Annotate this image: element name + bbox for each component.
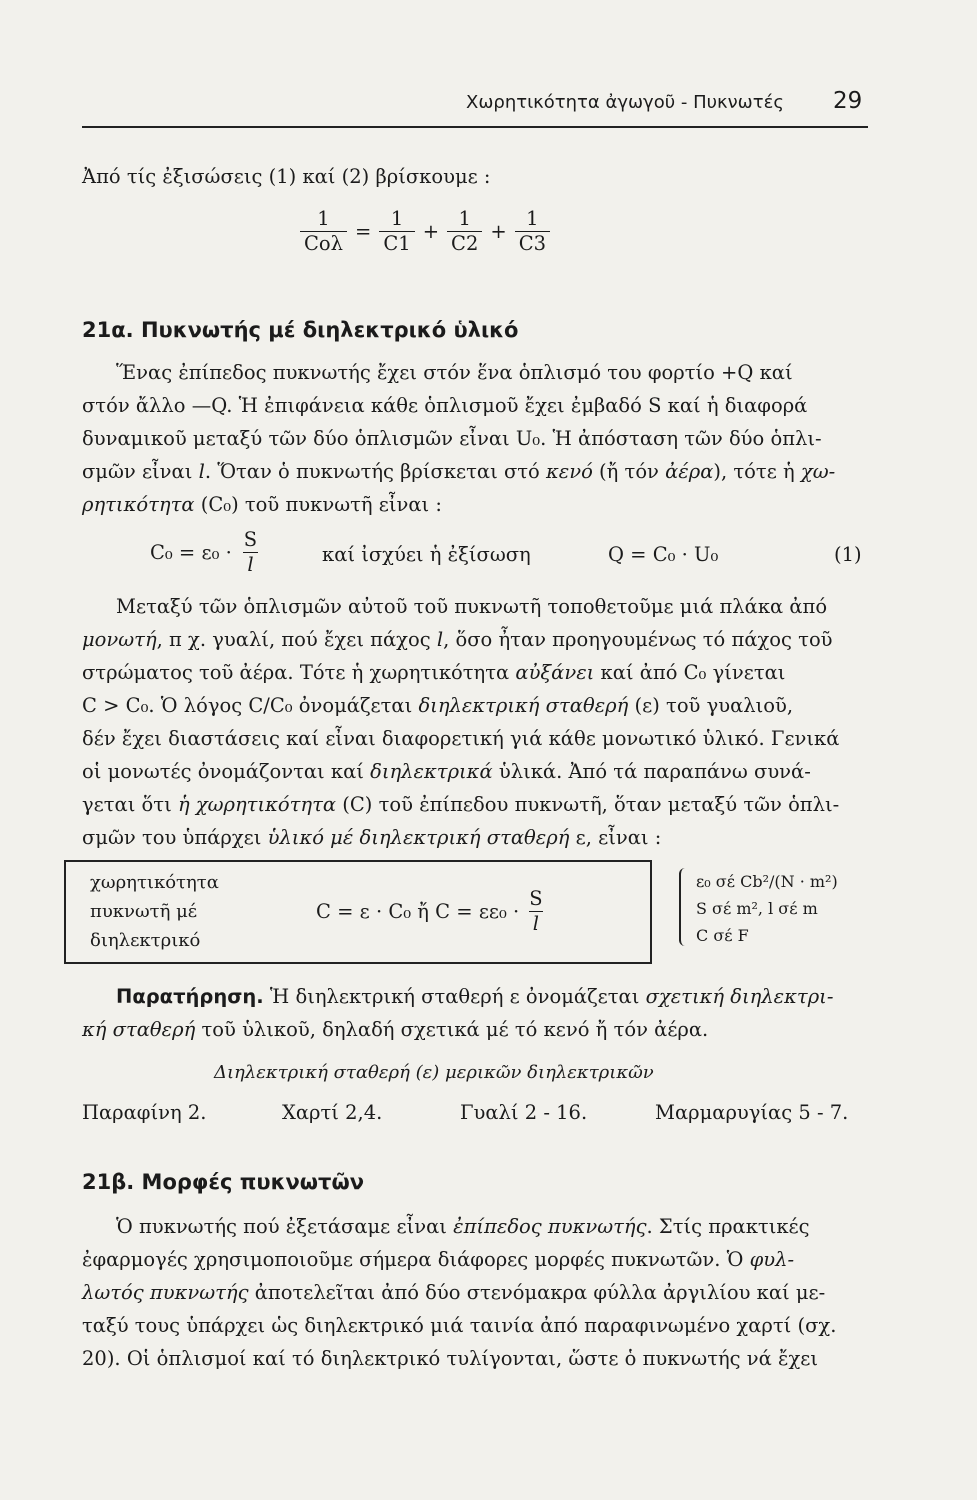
text-line: Ὁ πυκνωτής πού ἐξετάσαμε εἶναι ἐπίπεδος πυκνωτής. Στίς πρακτικές [116, 1215, 810, 1238]
fraction-s-over-l: $\frac{S}{l}$ [529, 887, 543, 935]
fraction-c1: $\frac{1}{C1}$ [379, 207, 414, 256]
text-line: 20). Οἱ ὁπλισμοί καί τό διηλεκτρικό τυλίγονται, ὥστε ὁ πυκνωτής νά ἔχει [82, 1347, 819, 1370]
text-line: ἐφαρμογές χρησιμοποιοῦμε σήμερα διάφορες μορφές πυκνωτῶν. Ὁ φυλ- [82, 1248, 795, 1271]
note-label: Παρατήρηση. [116, 985, 264, 1008]
text-line: γεται ὅτι ἡ χωρητικότητα (C) τοῦ ἐπίπεδου πυκνωτῆ, ὅταν μεταξύ τῶν ὁπλι- [82, 793, 840, 816]
equation-series-capacitance [300, 207, 550, 256]
text-line: πυκνωτῆ μέ [90, 901, 198, 922]
equation-1-middle-text: καί ἰσχύει ἡ ἐξίσωση [322, 543, 531, 566]
equation-1: C₀ = ε₀ · $\frac{S}{l}$ [150, 528, 261, 577]
constant-paraffin: Παραφίνη 2. [82, 1101, 207, 1124]
fraction-c3: $\frac{1}{C3}$ [515, 207, 550, 256]
text-line: λωτός πυκνωτής ἀποτελεῖται ἀπό δύο στενόμακρα φύλλα ἀργιλίου καί με- [82, 1281, 826, 1304]
text-line: δέν ἔχει διαστάσεις καί εἶναι διαφορετική γιά κάθε μονωτικό ὑλικό. Γενικά [82, 727, 840, 750]
text-line: μονωτή, π χ. γυαλί, πού ἔχει πάχος l, ὅσο ἦταν προηγουμένως τό πάχος τοῦ [82, 628, 833, 651]
unit-line: ε₀ σέ Cb²/(N · m²) [696, 872, 838, 891]
fraction-c2: $\frac{1}{C2}$ [447, 207, 482, 256]
equation-1-label: (1) [834, 543, 862, 566]
text-line: Μεταξύ τῶν ὁπλισμῶν αὐτοῦ τοῦ πυκνωτῆ τοποθετοῦμε μιά πλάκα ἀπό [116, 595, 828, 618]
header-rule [82, 126, 868, 128]
constant-paper: Χαρτί 2,4. [282, 1101, 383, 1124]
constants-title: Διηλεκτρική σταθερή (ε) μερικῶν διηλεκτρικῶν [214, 1062, 654, 1083]
text-line: ρητικότητα (C₀) τοῦ πυκνωτῆ εἶναι : [82, 493, 442, 516]
section-heading-21a: 21α. Πυκνωτής μέ διηλεκτρικό ὑλικό [82, 318, 519, 342]
plus-sign: + [422, 220, 440, 243]
paragraph-dielectric-intro [82, 356, 835, 521]
equals-sign: = [355, 220, 372, 243]
text-line: στρώματος τοῦ ἀέρα. Τότε ἡ χωρητικότητα αὐξάνει καί ἀπό C₀ γίνεται [82, 661, 786, 684]
constant-mica: Μαρμαρυγίας 5 - 7. [655, 1101, 849, 1124]
text-line: σμῶν εἶναι l. Ὅταν ὁ πυκνωτής βρίσκεται στό κενό (ἤ τόν ἀέρα), τότε ἡ χω- [82, 460, 836, 483]
formula-box-label [90, 868, 219, 955]
text-line: οἱ μονωτές ὀνομάζονται καί διηλεκτρικά ὑλικά. Ἀπό τά παραπάνω συνά- [82, 760, 811, 783]
text-line: κή σταθερή τοῦ ὑλικοῦ, δηλαδή σχετικά μέ τό κενό ἤ τόν ἀέρα. [82, 1018, 709, 1041]
equation-1-rhs: Q = C₀ · U₀ [608, 543, 719, 566]
text-line: Ἕνας ἐπίπεδος πυκνωτής ἔχει στόν ἕνα ὁπλισμό του φορτίο +Q καί [116, 361, 793, 384]
text-line: δυναμικοῦ μεταξύ τῶν δύο ὁπλισμῶν εἶναι U₀. Ἡ ἀπόσταση τῶν δύο ὁπλι- [82, 427, 822, 450]
running-title: Χωρητικότητα ἀγωγοῦ - Πυκνωτές [466, 92, 784, 113]
section-heading-21b: 21β. Μορφές πυκνωτῶν [82, 1170, 365, 1194]
plus-sign: + [490, 220, 507, 243]
text-line: στόν ἄλλο —Q. Ἡ ἐπιφάνεια κάθε ὁπλισμοῦ ἔχει ἐμβαδό S καί ἡ διαφορά [82, 394, 808, 417]
paragraph-capacitor-forms [82, 1210, 836, 1375]
note-paragraph [82, 980, 833, 1046]
fraction-total: $\frac{1}{\text{Cολ}}$ [300, 207, 347, 256]
text-line: χωρητικότητα [90, 872, 219, 893]
constant-glass: Γυαλί 2 - 16. [460, 1101, 588, 1124]
units-list [696, 868, 838, 949]
page-number: 29 [833, 88, 863, 114]
formula-capacitance-dielectric: C = ε · C₀ ἤ C = εε₀ · $\frac{S}{l}$ [316, 887, 547, 936]
text-line: σμῶν του ὑπάρχει ὑλικό μέ διηλεκτρική σταθερή ε, εἶναι : [82, 826, 662, 849]
intro-line: Ἀπό τίς ἐξισώσεις (1) καί (2) βρίσκουμε : [82, 165, 491, 188]
unit-line: S σέ m², l σέ m [696, 899, 818, 918]
text-line: ταξύ τους ὑπάρχει ὡς διηλεκτρικό μιά ταινία ἀπό παραφινωμένο χαρτί (σχ. [82, 1314, 837, 1337]
text-line: Παρατήρηση. Ἡ διηλεκτρική σταθερή ε ὀνομάζεται σχετική διηλεκτρι- [116, 985, 834, 1008]
units-brace [679, 868, 689, 946]
text-line: C > C₀. Ὁ λόγος C/C₀ ὀνομάζεται διηλεκτρική σταθερή (ε) τοῦ γυαλιοῦ, [82, 694, 794, 717]
text-line: διηλεκτρικό [90, 930, 201, 951]
paragraph-dielectric-constant [82, 590, 839, 854]
unit-line: C σέ F [696, 926, 749, 945]
fraction-s-over-l: $\frac{S}{l}$ [243, 528, 258, 576]
